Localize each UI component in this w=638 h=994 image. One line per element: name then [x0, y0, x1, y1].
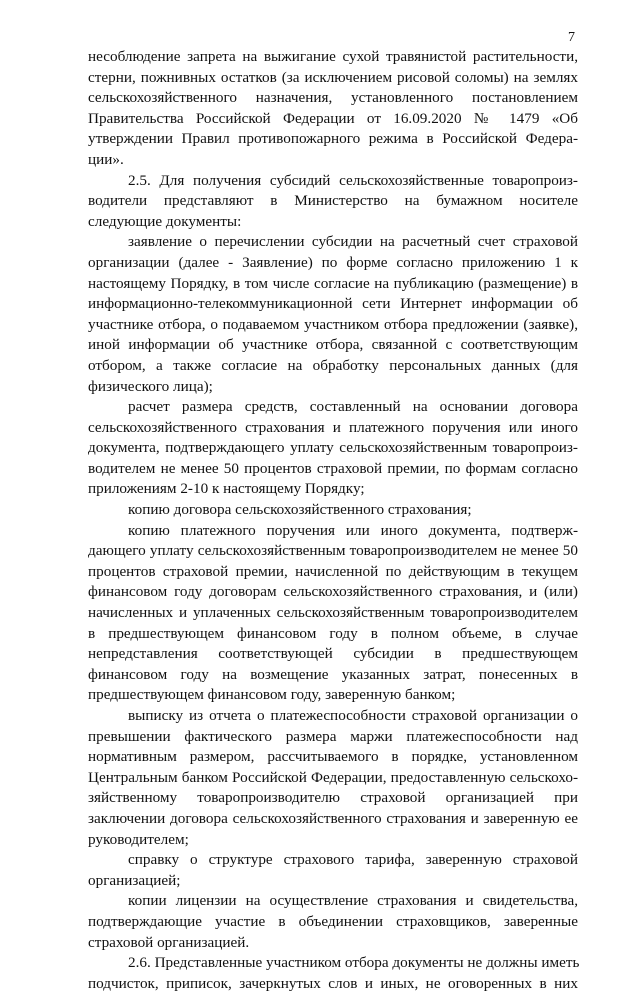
- text-line: копии лицензии на осуществление страхования и свидетельства,: [128, 892, 578, 910]
- text-line: приложениям 2-10 к настоящему Порядку;: [88, 480, 365, 498]
- text-line: заявление о перечислении субсидии на расчетный счет страховой: [128, 233, 578, 251]
- text-line: 2.5. Для получения субсидий сельскохозяйственные товаропроиз-: [128, 171, 578, 189]
- text-line: заключении договора сельскохозяйственного страхования и заверенную ее: [88, 809, 578, 827]
- text-line: нормативным размером, рассчитываемого в порядке, установленном: [88, 748, 578, 766]
- text-line: документа, подтверждающего уплату сельскохозяйственным товаропроиз-: [88, 439, 578, 457]
- text-line: расчет размера средств, составленный на основании договора: [128, 398, 578, 416]
- page-number: 7: [568, 30, 575, 45]
- text-line: следующие документы:: [88, 212, 242, 230]
- text-line: сельскохозяйственного страхования и платежного поручения или иного: [88, 418, 578, 436]
- text-line: сельскохозяйственного назначения, установленного постановлением: [88, 89, 578, 107]
- text-line: иной информации об участнике отбора, связанной с соответствующим: [88, 336, 578, 354]
- text-line: стерни, пожнивных остатков (за исключением рисовой соломы) на землях: [88, 68, 578, 86]
- text-line: зяйственному товаропроизводителю страховой организацией при: [88, 789, 578, 807]
- text-line: начисленных и уплаченных сельскохозяйственным товаропроизводителем: [88, 604, 578, 622]
- text-line: дающего уплату сельскохозяйственным товаропроизводителем не менее 50: [88, 542, 578, 560]
- text-line: организацией;: [88, 871, 181, 889]
- text-line: страховой организацией.: [88, 933, 250, 951]
- text-line: информационно-телекоммуникационной сети Интернет информации об: [88, 295, 578, 313]
- text-line: справку о структуре страхового тарифа, заверенную страховой: [128, 851, 578, 869]
- text-line: подтверждающие участие в объединении страховщиков, заверенные: [88, 912, 578, 930]
- text-line: превышении фактического размера маржи платежеспособности над: [88, 727, 578, 745]
- text-line: водителем не менее 50 процентов страховой премии, по формам согласно: [88, 459, 578, 477]
- text-line: процентов страховой премии, начисленной по действующим в текущем: [88, 562, 578, 580]
- text-line: ции».: [88, 150, 124, 168]
- text-line: непредставления соответствующей субсидии в предшествующем: [88, 645, 578, 663]
- text-line: 2.6. Представленные участником отбора документы не должны иметь: [128, 954, 580, 972]
- text-line: подчисток, приписок, зачеркнутых слов и иных, не оговоренных в них: [88, 974, 578, 992]
- text-line: физического лица);: [88, 377, 213, 395]
- text-line: выписку из отчета о платежеспособности страховой организации о: [128, 707, 578, 724]
- text-line: отбором, а также согласие на обработку персональных данных (для: [88, 356, 578, 374]
- document-body: [88, 47, 578, 994]
- text-line: финансовом году договорам сельскохозяйственного страхования, и (или): [88, 583, 578, 601]
- text-line: настоящему Порядку, в том числе согласие на публикацию (размещение) в: [88, 274, 578, 292]
- text-line: в предшествующем финансовом году в полном объеме, в случае: [88, 624, 578, 642]
- text-line: организации (далее - Заявление) по форме согласно приложению 1 к: [88, 253, 578, 271]
- text-line: финансовом году на возмещение указанных затрат, понесенных в: [88, 665, 578, 683]
- text-line: Центральным банком Российской Федерации, предоставленную сельскохо-: [88, 768, 578, 786]
- text-line: Правительства Российской Федерации от 16.09.2020 № 1479 «Об: [88, 109, 578, 127]
- text-line: копию платежного поручения или иного документа, подтверж-: [128, 521, 578, 539]
- text-line: руководителем;: [88, 830, 189, 848]
- text-line: водители представляют в Министерство на бумажном носителе: [88, 192, 578, 210]
- text-line: утверждении Правил противопожарного режима в Российской Федера-: [88, 130, 578, 148]
- text-line: копию договора сельскохозяйственного страхования;: [128, 501, 472, 519]
- text-line: участнике отбора, о подаваемом участником отбора предложении (заявке),: [88, 315, 578, 333]
- text-line: несоблюдение запрета на выжигание сухой травянистой растительности,: [88, 48, 578, 65]
- text-line: предшествующем финансовом году, заверенную банком;: [88, 686, 456, 704]
